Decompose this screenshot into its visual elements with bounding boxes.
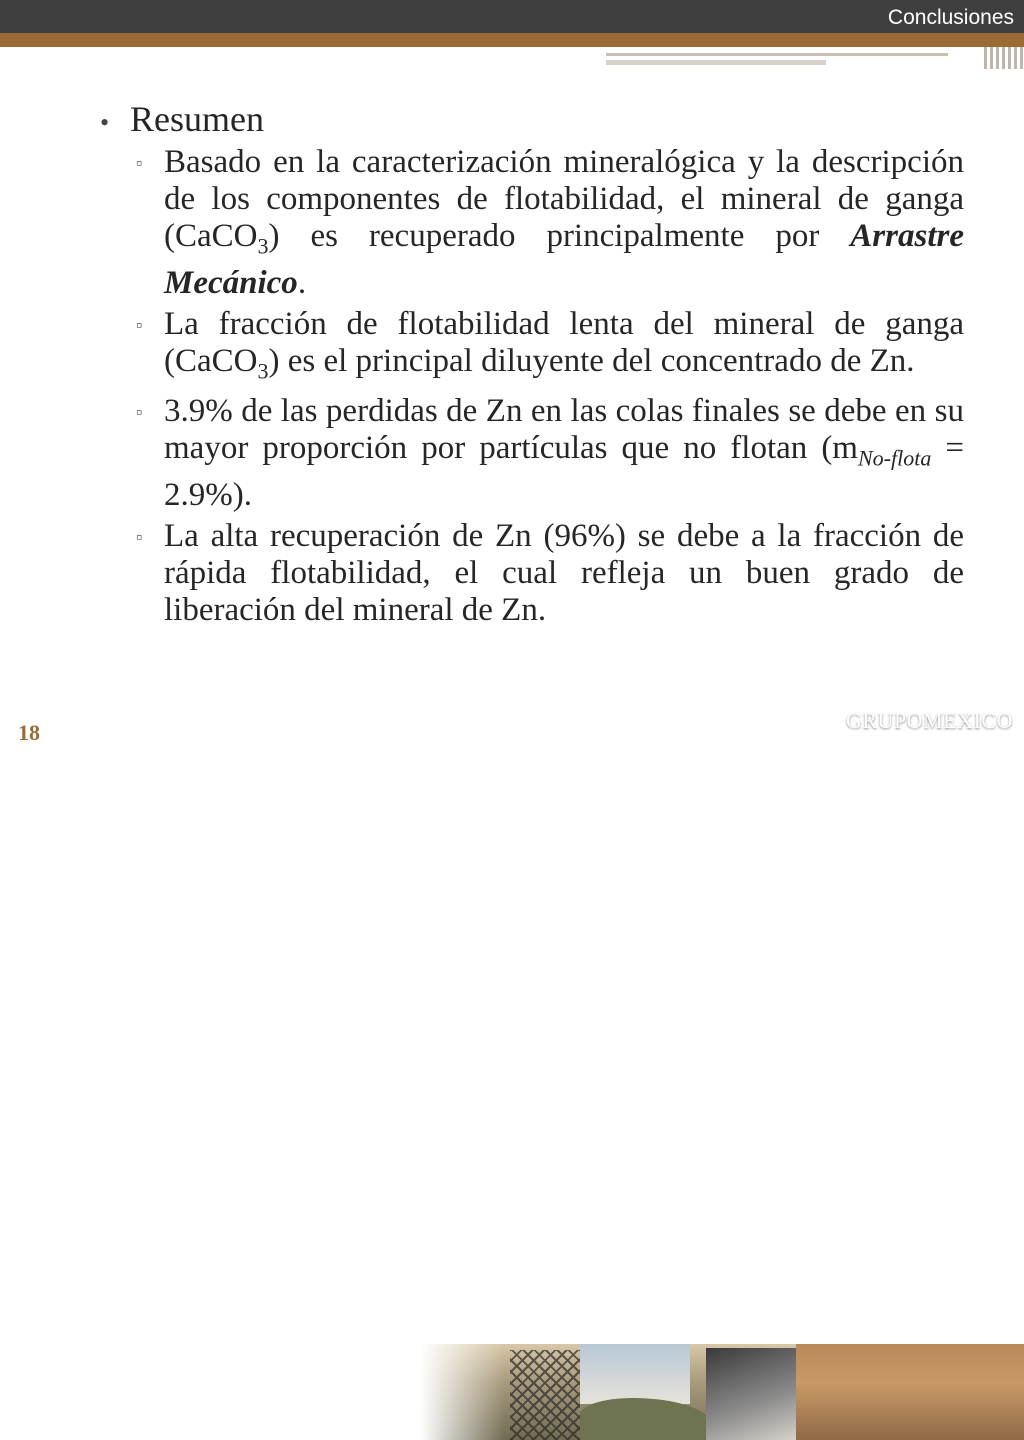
- list-item: [100, 393, 964, 514]
- list-item: [100, 518, 964, 629]
- landscape-sky-image: [580, 1344, 690, 1404]
- list-item-text: La alta recuperación de Zn (96%) se debe a la fracción de rápida flotabilidad, el cual refleja un buen grado de liberación del mineral de Zn.: [164, 517, 964, 628]
- bullet-icon: •: [100, 108, 110, 137]
- page-number: 18: [18, 720, 40, 745]
- list-item: [100, 144, 964, 302]
- emphasis-text: Arrastre Mecánico: [164, 218, 964, 301]
- square-bullet-icon: ▫: [136, 153, 143, 173]
- open-pit-mine-image: [796, 1344, 1024, 1440]
- logo-text: GRUPOMEXICO: [846, 708, 1013, 733]
- list-item: [100, 306, 964, 390]
- section-title: Conclusiones: [887, 6, 1014, 29]
- list-item-text: Basado en la caracterización mineralógica y la descripción de los componentes de flotabilidad, el mineral de ganga (CaCO$_3$) es recuperado principalmente por Arrastre Mecánico.: [164, 144, 964, 301]
- list-item-text: La fracción de flotabilidad lenta del mineral de ganga (CaCO$_3$) es el principal diluyente del concentrado de Zn.: [164, 305, 964, 384]
- oil-rig-image: [510, 1350, 580, 1440]
- square-bullet-icon: ▫: [136, 314, 143, 335]
- logo-mark-icon: [804, 706, 838, 736]
- decor-line: [606, 53, 948, 56]
- header-accent-bar: [0, 33, 1024, 47]
- bullet-list: [100, 144, 964, 629]
- decor-line: [606, 60, 826, 65]
- heading-text: Resumen: [130, 99, 264, 139]
- slide-content: [100, 100, 964, 633]
- square-bullet-icon: ▫: [136, 402, 143, 423]
- header-bar: [0, 0, 1024, 33]
- heading-row: [100, 100, 964, 142]
- decor-stripes: [984, 47, 1024, 69]
- company-logo: [804, 706, 1013, 736]
- header-decoration: [606, 47, 1024, 71]
- square-bullet-icon: ▫: [136, 526, 143, 547]
- list-item-text: 3.9% de las perdidas de Zn en las colas finales se debe en su mayor proporción por partículas que no flotan $(m_{No-flota} = 2.9\%)$.: [164, 393, 964, 513]
- worker-image: [706, 1348, 796, 1440]
